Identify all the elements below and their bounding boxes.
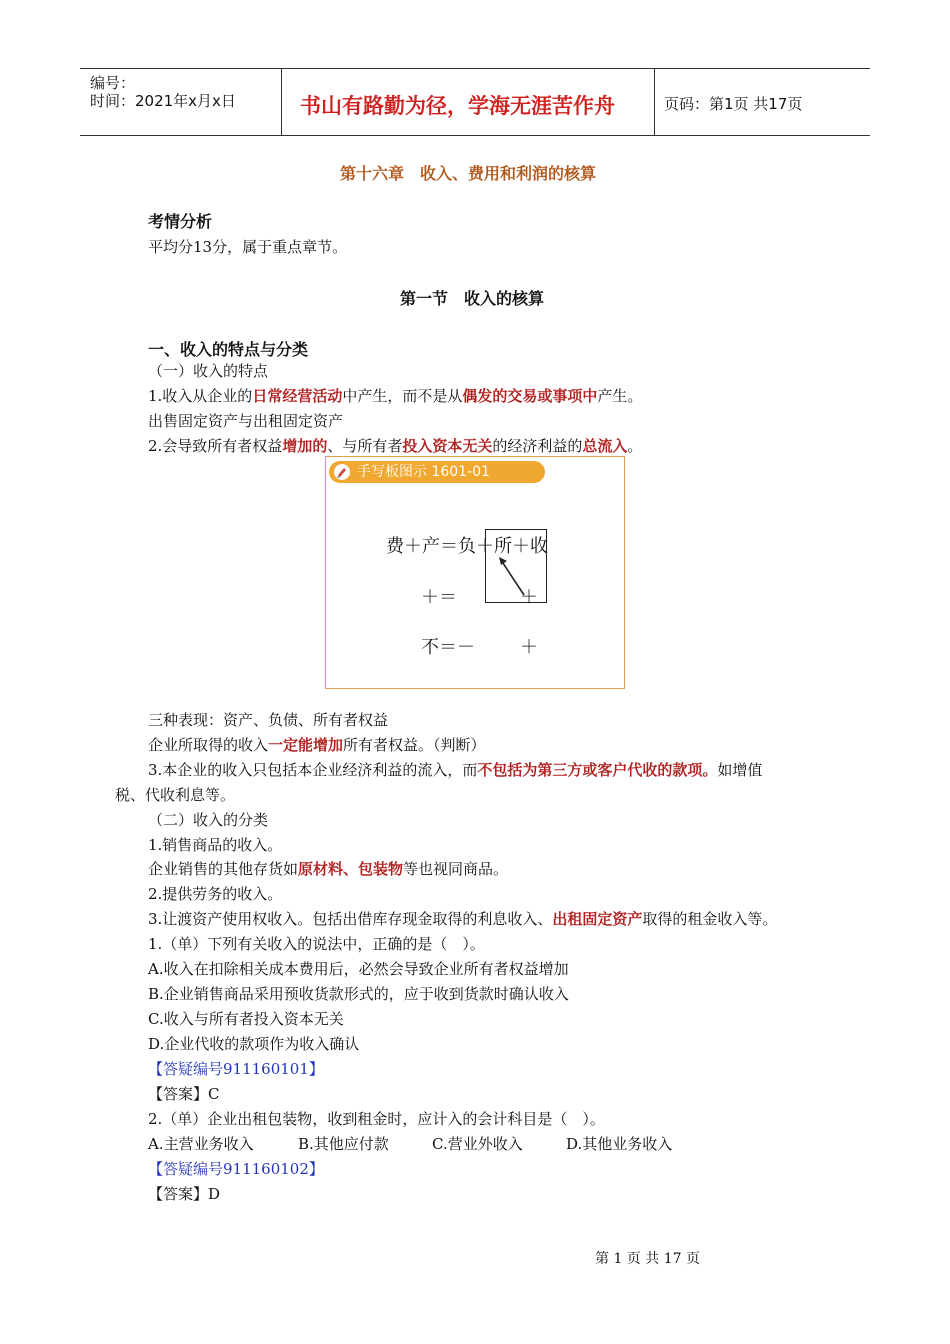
after-board-p3b: 税、代收利息等。 xyxy=(115,786,236,804)
question-1-option-b: B.企业销售商品采用预收货款形式的，应于收到货款时确认收入 xyxy=(148,985,569,1003)
class-item-2: 2.提供劳务的收入。 xyxy=(148,885,283,903)
header-time-label: 时间：2021年x月x日 xyxy=(90,92,236,110)
header-divider xyxy=(654,68,655,135)
board-equation-line1: 费＋产＝负＋所＋收 xyxy=(386,536,548,557)
question-1-answer: 【答案】C xyxy=(148,1085,220,1103)
after-board-p3: 3.本企业的收入只包括本企业经济利益的流入，而不包括为第三方或客户代收的款项。如增值 xyxy=(148,761,763,779)
header-page-label: 页码：第1页 共17页 xyxy=(664,95,803,113)
question-2-answer: 【答案】D xyxy=(148,1185,221,1203)
handwriting-board xyxy=(325,456,625,689)
board-line3-right: ＋ xyxy=(520,637,538,658)
header-motto: 书山有路勤为径，学海无涯苦作舟 xyxy=(300,93,615,118)
question-2-qa-link[interactable]: 【答疑编号911160102】 xyxy=(148,1160,324,1178)
question-1-qa-link[interactable]: 【答疑编号911160101】 xyxy=(148,1060,324,1078)
board-line2-right: ＋ xyxy=(520,587,538,608)
eraser-pen-icon xyxy=(334,464,350,480)
part1-p1b: 出售固定资产与出租固定资产 xyxy=(148,412,344,430)
board-title: 手写板图示 1601-01 xyxy=(357,464,490,480)
board-title-tab xyxy=(329,461,545,483)
class-item-1b: 企业销售的其他存货如原材料、包装物等也视同商品。 xyxy=(148,860,509,878)
part1-p2: 2.会导致所有者权益增加的、与所有者投入资本无关的经济利益的总流入。 xyxy=(148,437,643,455)
board-line3-left: 不＝－ xyxy=(421,637,475,658)
header-top-border xyxy=(80,68,870,69)
question-2-option-d: D.其他业务收入 xyxy=(566,1135,673,1153)
chapter-title: 第十六章 收入、费用和利润的核算 xyxy=(340,164,597,183)
question-1-option-a: A.收入在扣除相关成本费用后，必然会导致企业所有者权益增加 xyxy=(148,960,569,978)
section-title: 第一节 收入的核算 xyxy=(400,289,545,308)
question-1-stem: 1.（单）下列有关收入的说法中，正确的是（ ）。 xyxy=(148,935,485,953)
analysis-text: 平均分13分，属于重点章节。 xyxy=(148,238,348,256)
question-2-option-a: A.主营业务收入 xyxy=(148,1135,254,1153)
page-footer: 第 1 页 共 17 页 xyxy=(595,1251,700,1267)
part1-sub1: （一）收入的特点 xyxy=(148,362,269,380)
after-board-p2: 企业所取得的收入一定能增加所有者权益。（判断） xyxy=(148,736,486,754)
question-2-option-c: C.营业外收入 xyxy=(432,1135,523,1153)
analysis-heading: 考情分析 xyxy=(148,212,213,231)
after-board-p1: 三种表现：资产、负债、所有者权益 xyxy=(148,711,389,729)
question-2-option-b: B.其他应付款 xyxy=(298,1135,389,1153)
part1-sub2: （二）收入的分类 xyxy=(148,811,269,829)
class-item-3: 3.让渡资产使用权收入。包括出借库存现金取得的利息收入、出租固定资产取得的租金收入等。 xyxy=(148,910,778,928)
part1-p1: 1.收入从企业的日常经营活动中产生，而不是从偶发的交易或事项中产生。 xyxy=(148,387,643,405)
part1-heading: 一、收入的特点与分类 xyxy=(148,340,309,359)
question-1-option-d: D.企业代收的款项作为收入确认 xyxy=(148,1035,360,1053)
header-number-label: 编号： xyxy=(90,74,136,92)
class-item-1: 1.销售商品的收入。 xyxy=(148,836,283,854)
question-2-stem: 2.（单）企业出租包装物，收到租金时，应计入的会计科目是（ ）。 xyxy=(148,1110,605,1128)
header-bottom-border xyxy=(80,135,870,136)
question-1-option-c: C.收入与所有者投入资本无关 xyxy=(148,1010,344,1028)
board-line2-left: ＋＝ xyxy=(421,587,457,608)
header-divider xyxy=(281,68,282,135)
